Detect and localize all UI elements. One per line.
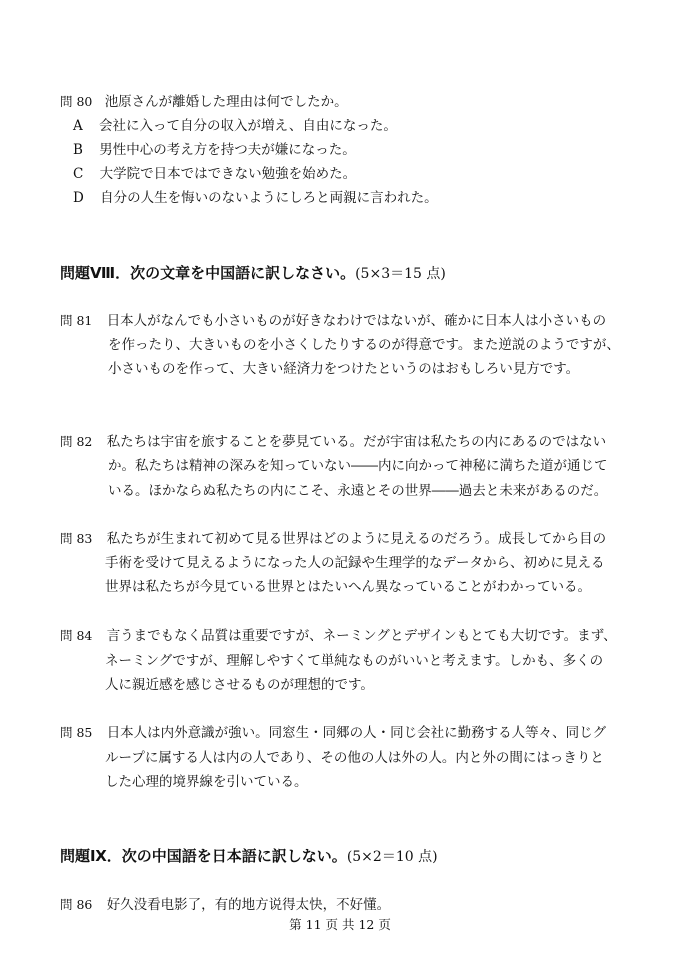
option-text: 自分の人生を悔いのないようにしろと両親に言われた。: [100, 190, 438, 206]
paragraph-line: いる。ほかならぬ私たちの内にこそ、永遠とその世界――過去と未来があるのだ。: [108, 483, 608, 499]
question-number: 問 82: [60, 434, 93, 449]
option-d: [73, 189, 438, 207]
option-text: 会社に入って自分の収入が増え、自由になった。: [99, 118, 397, 134]
question-85: [60, 724, 606, 742]
question-text: 好久没看电影了，有的地方说得太快，不好懂。: [106, 897, 391, 913]
paragraph-line: 日本人がなんでも小さいものが好きなわけではないが、確かに日本人は小さいもの: [106, 313, 607, 329]
paragraph-line: 小さいものを作って、大きい経済力をつけたというのはおもしろい見方です。: [108, 361, 580, 377]
section-score: (5×2＝10 点): [346, 849, 438, 865]
section-8-heading: [60, 263, 446, 284]
paragraph-line: 世界は私たちが今見ている世界とはたいへん異なっていることがわかっている。: [105, 579, 591, 595]
question-number: 問 85: [60, 725, 93, 740]
section-title: 問題Ⅸ．次の中国語を日本語に訳しない。: [60, 847, 347, 865]
option-letter: A: [73, 118, 83, 134]
paragraph-line: 私たちが生まれて初めて見る世界はどのように見えるのだろう。成長してから目の: [106, 531, 607, 547]
question-number: 問 83: [60, 531, 93, 546]
paragraph-line: した心理的境界線を引いている。: [105, 774, 308, 790]
question-83: [60, 530, 606, 548]
option-text: 大学院で日本ではできない勉強を始めた。: [99, 166, 357, 182]
option-a: [73, 117, 397, 135]
option-text: 男性中心の考え方を持つ夫が嫌になった。: [99, 142, 356, 158]
paragraph-line: 日本人は内外意識が強い。同窓生・同郷の人・同じ会社に勤務する人等々、同じグ: [106, 725, 607, 741]
paragraph-line: ループに属する人は内の人であり、その他の人は外の人。内と外の間にはっきりと: [105, 750, 604, 766]
option-letter: B: [73, 142, 83, 158]
question-number: 問 84: [60, 628, 93, 643]
paragraph-line: 人に親近感を感じさせるものが理想的です。: [105, 677, 374, 693]
paragraph-line: 言うまでもなく品質は重要ですが、ネーミングとデザインもとても大切です。まず、: [106, 628, 617, 644]
option-letter: D: [73, 190, 84, 206]
option-c: [73, 165, 356, 183]
section-score: (5×3＝15 点): [355, 266, 446, 282]
section-9-heading: [60, 846, 438, 867]
question-number: 問 81: [60, 313, 93, 328]
question-80: [60, 93, 348, 111]
question-81: [60, 312, 606, 330]
question-number: 問 86: [60, 897, 93, 912]
question-84: [60, 627, 617, 645]
question-text: 池原さんが離婚した理由は何でしたか。: [104, 94, 348, 110]
option-letter: C: [73, 166, 84, 182]
page-footer: 第 11 页 共 12 页: [289, 917, 391, 932]
paragraph-line: 手術を受けて見えるようになった人の記録や生理学的なデータから、初めに見える: [105, 555, 605, 571]
paragraph-line: ネーミングですが、理解しやすくて単純なものがいいと考えます。しかも、多くの: [105, 653, 604, 669]
question-86: [60, 896, 390, 914]
question-number: 問 80: [60, 94, 93, 109]
paragraph-line: を作ったり、大きいものを小さくしたりするのが得意です。また逆説のようですが、: [108, 337, 620, 353]
question-82: [60, 433, 606, 451]
paragraph-line: 私たちは宇宙を旅することを夢見ている。だが宇宙は私たちの内にあるのではない: [106, 434, 607, 450]
paragraph-line: か。私たちは精神の深みを知っていない――内に向かって神秘に満ちた道が通じて: [108, 458, 608, 474]
section-title: 問題Ⅷ．次の文章を中国語に訳しなさい。: [60, 264, 356, 282]
option-b: [73, 141, 356, 159]
